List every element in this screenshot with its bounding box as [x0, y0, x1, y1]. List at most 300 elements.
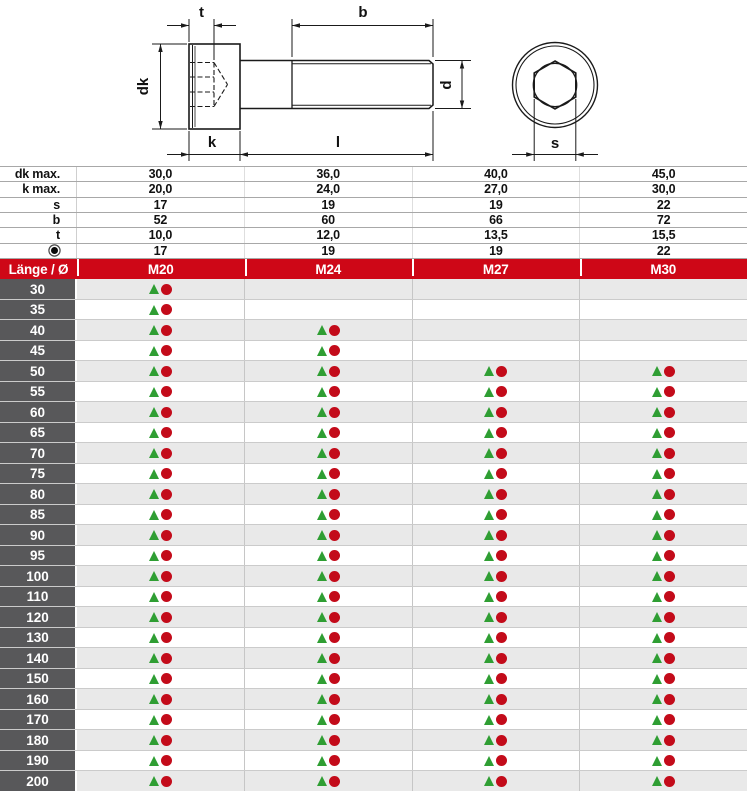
table-row: [0, 525, 747, 546]
triangle-up-marker-icon: [317, 735, 327, 745]
availability-cell: [413, 607, 581, 627]
availability-cell: [413, 300, 581, 320]
availability-cell: [77, 607, 245, 627]
triangle-up-marker-icon: [484, 366, 494, 376]
circle-marker-icon: [161, 653, 172, 664]
circle-marker-icon: [329, 509, 340, 520]
triangle-up-marker-icon: [149, 284, 159, 294]
availability-cell: [413, 669, 581, 689]
availability-cell: [413, 525, 581, 545]
triangle-up-marker-icon: [149, 489, 159, 499]
availability-cell: [77, 320, 245, 340]
triangle-up-marker-icon: [317, 510, 327, 520]
triangle-up-marker-icon: [484, 510, 494, 520]
circle-marker-icon: [496, 653, 507, 664]
table-row: [0, 361, 747, 382]
triangle-up-marker-icon: [317, 469, 327, 479]
circle-marker-icon: [496, 673, 507, 684]
triangle-up-marker-icon: [652, 715, 662, 725]
availability-cell: [245, 587, 413, 607]
availability-cell: [77, 361, 245, 381]
table-row: [0, 341, 747, 362]
availability-cell: [77, 443, 245, 463]
circle-marker-icon: [664, 550, 675, 561]
triangle-up-marker-icon: [652, 489, 662, 499]
availability-cell: [77, 669, 245, 689]
circle-marker-icon: [161, 468, 172, 479]
availability-cell: [245, 566, 413, 586]
spec-row: [0, 167, 747, 182]
triangle-up-marker-icon: [652, 735, 662, 745]
length-label: 40: [0, 320, 77, 340]
spec-value: 45,0: [651, 167, 676, 182]
spec-row: [0, 244, 747, 259]
circle-marker-icon: [329, 550, 340, 561]
circle-marker-icon: [329, 776, 340, 787]
triangle-up-marker-icon: [317, 612, 327, 622]
availability-cell: [245, 771, 413, 791]
circle-marker-icon: [329, 591, 340, 602]
triangle-up-marker-icon: [484, 715, 494, 725]
triangle-up-marker-icon: [484, 448, 494, 458]
spec-value: 15,5: [651, 228, 676, 243]
triangle-up-marker-icon: [484, 694, 494, 704]
availability-cell: [580, 464, 747, 484]
triangle-up-marker-icon: [317, 387, 327, 397]
circle-marker-icon: [161, 694, 172, 705]
circle-marker-icon: [329, 714, 340, 725]
circle-marker-icon: [161, 304, 172, 315]
circle-marker-icon: [664, 509, 675, 520]
availability-cell: [580, 648, 747, 668]
triangle-up-marker-icon: [484, 489, 494, 499]
table-row: [0, 648, 747, 669]
circle-marker-icon: [496, 448, 507, 459]
circle-marker-icon: [161, 427, 172, 438]
spec-row-label: dk max.: [0, 167, 77, 181]
circle-marker-icon: [329, 345, 340, 356]
availability-cell: [580, 546, 747, 566]
fisheye-drive-size-icon: [51, 247, 58, 254]
circle-marker-icon: [161, 325, 172, 336]
availability-cell: [413, 341, 581, 361]
availability-cell: [580, 484, 747, 504]
availability-cell: [580, 607, 747, 627]
circle-marker-icon: [329, 673, 340, 684]
availability-cell: [580, 320, 747, 340]
triangle-up-marker-icon: [652, 633, 662, 643]
circle-marker-icon: [664, 386, 675, 397]
availability-cell: [413, 566, 581, 586]
availability-cell: [245, 320, 413, 340]
spec-value: 36,0: [245, 167, 413, 181]
size-header-row: [0, 259, 747, 280]
availability-cell: [580, 402, 747, 422]
length-label: 150: [0, 669, 77, 689]
triangle-up-marker-icon: [149, 469, 159, 479]
circle-marker-icon: [161, 345, 172, 356]
circle-marker-icon: [329, 427, 340, 438]
spec-row: [0, 182, 747, 197]
availability-cell: [77, 730, 245, 750]
triangle-up-marker-icon: [484, 653, 494, 663]
spec-value: 20,0: [77, 182, 245, 196]
length-label: 90: [0, 525, 77, 545]
circle-marker-icon: [496, 776, 507, 787]
header-separator: [77, 259, 79, 276]
triangle-up-marker-icon: [149, 346, 159, 356]
table-row: [0, 669, 747, 690]
triangle-up-marker-icon: [149, 551, 159, 561]
availability-cell: [413, 628, 581, 648]
length-label: 130: [0, 628, 77, 648]
technical-drawing: [0, 0, 747, 166]
availability-cell: [580, 279, 747, 299]
availability-cell: [580, 423, 747, 443]
circle-marker-icon: [329, 386, 340, 397]
circle-marker-icon: [161, 735, 172, 746]
triangle-up-marker-icon: [149, 428, 159, 438]
availability-cell: [580, 505, 747, 525]
triangle-up-marker-icon: [317, 756, 327, 766]
availability-cell: [413, 443, 581, 463]
availability-cell: [413, 587, 581, 607]
circle-marker-icon: [496, 632, 507, 643]
triangle-up-marker-icon: [652, 694, 662, 704]
circle-marker-icon: [329, 448, 340, 459]
triangle-up-marker-icon: [484, 387, 494, 397]
triangle-up-marker-icon: [149, 776, 159, 786]
availability-cell: [413, 751, 581, 771]
circle-marker-icon: [664, 632, 675, 643]
length-label: 100: [0, 566, 77, 586]
dim-label-b: b: [358, 4, 368, 21]
triangle-up-marker-icon: [149, 653, 159, 663]
length-label: 65: [0, 423, 77, 443]
spec-value: 27,0: [413, 182, 581, 196]
availability-cell: [413, 320, 581, 340]
length-label: 70: [0, 443, 77, 463]
dim-label-d: d: [438, 80, 455, 90]
triangle-up-marker-icon: [149, 530, 159, 540]
triangle-up-marker-icon: [484, 633, 494, 643]
circle-marker-icon: [161, 407, 172, 418]
circle-marker-icon: [664, 591, 675, 602]
availability-cell: [413, 382, 581, 402]
length-label: 85: [0, 505, 77, 525]
triangle-up-marker-icon: [149, 510, 159, 520]
availability-cell: [77, 751, 245, 771]
spec-value: 72: [656, 213, 671, 228]
length-label: 30: [0, 279, 77, 299]
availability-cell: [77, 525, 245, 545]
circle-marker-icon: [329, 468, 340, 479]
triangle-up-marker-icon: [484, 551, 494, 561]
triangle-up-marker-icon: [484, 776, 494, 786]
availability-cell: [77, 771, 245, 791]
triangle-up-marker-icon: [149, 571, 159, 581]
circle-marker-icon: [161, 776, 172, 787]
availability-cell: [413, 423, 581, 443]
circle-marker-icon: [496, 489, 507, 500]
spec-value: 19: [245, 198, 413, 212]
triangle-up-marker-icon: [484, 469, 494, 479]
circle-marker-icon: [161, 448, 172, 459]
length-label: 110: [0, 587, 77, 607]
circle-marker-icon: [161, 714, 172, 725]
length-label: 140: [0, 648, 77, 668]
table-row: [0, 279, 747, 300]
availability-cell: [245, 689, 413, 709]
availability-cell: [245, 423, 413, 443]
availability-cell: [245, 669, 413, 689]
availability-cell: [413, 402, 581, 422]
availability-cell: [580, 689, 747, 709]
availability-cell: [245, 607, 413, 627]
circle-marker-icon: [161, 489, 172, 500]
length-label: 160: [0, 689, 77, 709]
spec-row-label: s: [0, 198, 77, 212]
header-col-M30: M30: [650, 261, 677, 277]
availability-cell: [580, 628, 747, 648]
availability-cell: [77, 546, 245, 566]
dim-label-l: l: [335, 134, 341, 151]
table-row: [0, 730, 747, 751]
spec-value: 22: [656, 243, 671, 258]
triangle-up-marker-icon: [652, 530, 662, 540]
circle-marker-icon: [329, 632, 340, 643]
availability-cell: [77, 464, 245, 484]
availability-cell: [580, 300, 747, 320]
availability-cell: [580, 525, 747, 545]
triangle-up-marker-icon: [149, 633, 159, 643]
triangle-up-marker-icon: [317, 346, 327, 356]
circle-marker-icon: [664, 776, 675, 787]
availability-cell: [245, 464, 413, 484]
availability-cell: [245, 505, 413, 525]
table-row: [0, 566, 747, 587]
availability-cell: [413, 546, 581, 566]
circle-marker-icon: [664, 427, 675, 438]
header-col-M24: M24: [315, 261, 342, 277]
table-row: [0, 710, 747, 731]
spec-value: 19: [413, 244, 581, 258]
circle-marker-icon: [329, 571, 340, 582]
triangle-up-marker-icon: [317, 551, 327, 561]
circle-marker-icon: [161, 509, 172, 520]
circle-marker-icon: [161, 673, 172, 684]
triangle-up-marker-icon: [149, 735, 159, 745]
availability-cell: [245, 300, 413, 320]
circle-marker-icon: [161, 550, 172, 561]
triangle-up-marker-icon: [652, 756, 662, 766]
table-row: [0, 505, 747, 526]
circle-marker-icon: [496, 571, 507, 582]
circle-marker-icon: [329, 694, 340, 705]
header-separator: [245, 259, 247, 276]
triangle-up-marker-icon: [652, 448, 662, 458]
availability-cell: [580, 751, 747, 771]
circle-marker-icon: [329, 530, 340, 541]
circle-marker-icon: [329, 366, 340, 377]
triangle-up-marker-icon: [652, 674, 662, 684]
triangle-up-marker-icon: [149, 366, 159, 376]
triangle-up-marker-icon: [317, 674, 327, 684]
availability-cell: [413, 689, 581, 709]
dim-label-dk: dk: [135, 77, 152, 96]
triangle-up-marker-icon: [652, 387, 662, 397]
circle-marker-icon: [161, 632, 172, 643]
length-label: 60: [0, 402, 77, 422]
spec-row: [0, 198, 747, 213]
availability-cell: [77, 423, 245, 443]
availability-cell: [245, 525, 413, 545]
length-label: 170: [0, 710, 77, 730]
spec-value: 30,0: [77, 167, 245, 181]
spec-row-label: k max.: [0, 182, 77, 196]
circle-marker-icon: [496, 591, 507, 602]
spec-row: [0, 213, 747, 228]
table-row: [0, 423, 747, 444]
triangle-up-marker-icon: [484, 530, 494, 540]
table-row: [0, 464, 747, 485]
availability-cell: [413, 710, 581, 730]
dim-label-t: t: [199, 4, 204, 21]
circle-marker-icon: [664, 714, 675, 725]
spec-row: [0, 228, 747, 243]
circle-marker-icon: [496, 366, 507, 377]
triangle-up-marker-icon: [652, 612, 662, 622]
circle-marker-icon: [496, 714, 507, 725]
triangle-up-marker-icon: [484, 735, 494, 745]
spec-row-label: t: [0, 228, 77, 242]
triangle-up-marker-icon: [652, 407, 662, 417]
spec-value: 66: [413, 213, 581, 227]
header-separator: [580, 259, 582, 276]
circle-marker-icon: [664, 735, 675, 746]
circle-marker-icon: [329, 735, 340, 746]
availability-cell: [77, 402, 245, 422]
spec-value: 22: [656, 197, 671, 212]
triangle-up-marker-icon: [149, 612, 159, 622]
triangle-up-marker-icon: [317, 407, 327, 417]
circle-marker-icon: [496, 468, 507, 479]
circle-marker-icon: [496, 427, 507, 438]
dim-label-k: k: [207, 134, 217, 151]
table-row: [0, 402, 747, 423]
table-row: [0, 382, 747, 403]
availability-cell: [77, 628, 245, 648]
spec-value: 10,0: [77, 228, 245, 242]
table-row: [0, 484, 747, 505]
availability-cell: [413, 279, 581, 299]
circle-marker-icon: [161, 755, 172, 766]
spec-value: 17: [77, 244, 245, 258]
triangle-up-marker-icon: [149, 715, 159, 725]
triangle-up-marker-icon: [317, 715, 327, 725]
circle-marker-icon: [664, 755, 675, 766]
triangle-up-marker-icon: [149, 674, 159, 684]
availability-cell: [580, 341, 747, 361]
circle-marker-icon: [329, 612, 340, 623]
spec-value: 60: [245, 213, 413, 227]
availability-cell: [413, 484, 581, 504]
availability-cell: [413, 361, 581, 381]
availability-cell: [245, 361, 413, 381]
triangle-up-marker-icon: [149, 694, 159, 704]
triangle-up-marker-icon: [317, 428, 327, 438]
triangle-up-marker-icon: [484, 571, 494, 581]
availability-cell: [580, 771, 747, 791]
circle-marker-icon: [161, 284, 172, 295]
circle-marker-icon: [329, 653, 340, 664]
table-row: [0, 443, 747, 464]
triangle-up-marker-icon: [484, 612, 494, 622]
table-row: [0, 320, 747, 341]
spec-value: 13,5: [413, 228, 581, 242]
side-view: [152, 19, 471, 161]
availability-cell: [77, 710, 245, 730]
circle-marker-icon: [496, 386, 507, 397]
availability-cell: [580, 361, 747, 381]
length-label: 80: [0, 484, 77, 504]
circle-marker-icon: [496, 735, 507, 746]
triangle-up-marker-icon: [484, 592, 494, 602]
length-label: 75: [0, 464, 77, 484]
availability-cell: [580, 730, 747, 750]
triangle-up-marker-icon: [484, 756, 494, 766]
availability-cell: [245, 751, 413, 771]
table-row: [0, 587, 747, 608]
dim-dk: [152, 44, 187, 129]
length-label: 55: [0, 382, 77, 402]
availability-cell: [77, 505, 245, 525]
triangle-up-marker-icon: [317, 653, 327, 663]
triangle-up-marker-icon: [317, 592, 327, 602]
table-row: [0, 689, 747, 710]
availability-cell: [413, 464, 581, 484]
length-label: 180: [0, 730, 77, 750]
table-row: [0, 751, 747, 772]
circle-marker-icon: [329, 407, 340, 418]
spec-row-label: [0, 244, 77, 258]
triangle-up-marker-icon: [652, 428, 662, 438]
availability-cell: [245, 730, 413, 750]
availability-cell: [77, 382, 245, 402]
circle-marker-icon: [664, 407, 675, 418]
header-col-M27: M27: [482, 261, 509, 277]
header-separator: [412, 259, 414, 276]
triangle-up-marker-icon: [317, 694, 327, 704]
circle-marker-icon: [161, 386, 172, 397]
availability-cell: [77, 279, 245, 299]
circle-marker-icon: [329, 489, 340, 500]
circle-marker-icon: [496, 407, 507, 418]
circle-marker-icon: [664, 468, 675, 479]
triangle-up-marker-icon: [652, 592, 662, 602]
circle-marker-icon: [161, 571, 172, 582]
circle-marker-icon: [496, 612, 507, 623]
availability-cell: [580, 669, 747, 689]
circle-marker-icon: [664, 530, 675, 541]
spec-value: 19: [413, 198, 581, 212]
availability-cell: [245, 648, 413, 668]
spec-value: 12,0: [245, 228, 413, 242]
availability-cell: [245, 710, 413, 730]
triangle-up-marker-icon: [149, 325, 159, 335]
table-row: [0, 607, 747, 628]
spec-value: 52: [77, 213, 245, 227]
